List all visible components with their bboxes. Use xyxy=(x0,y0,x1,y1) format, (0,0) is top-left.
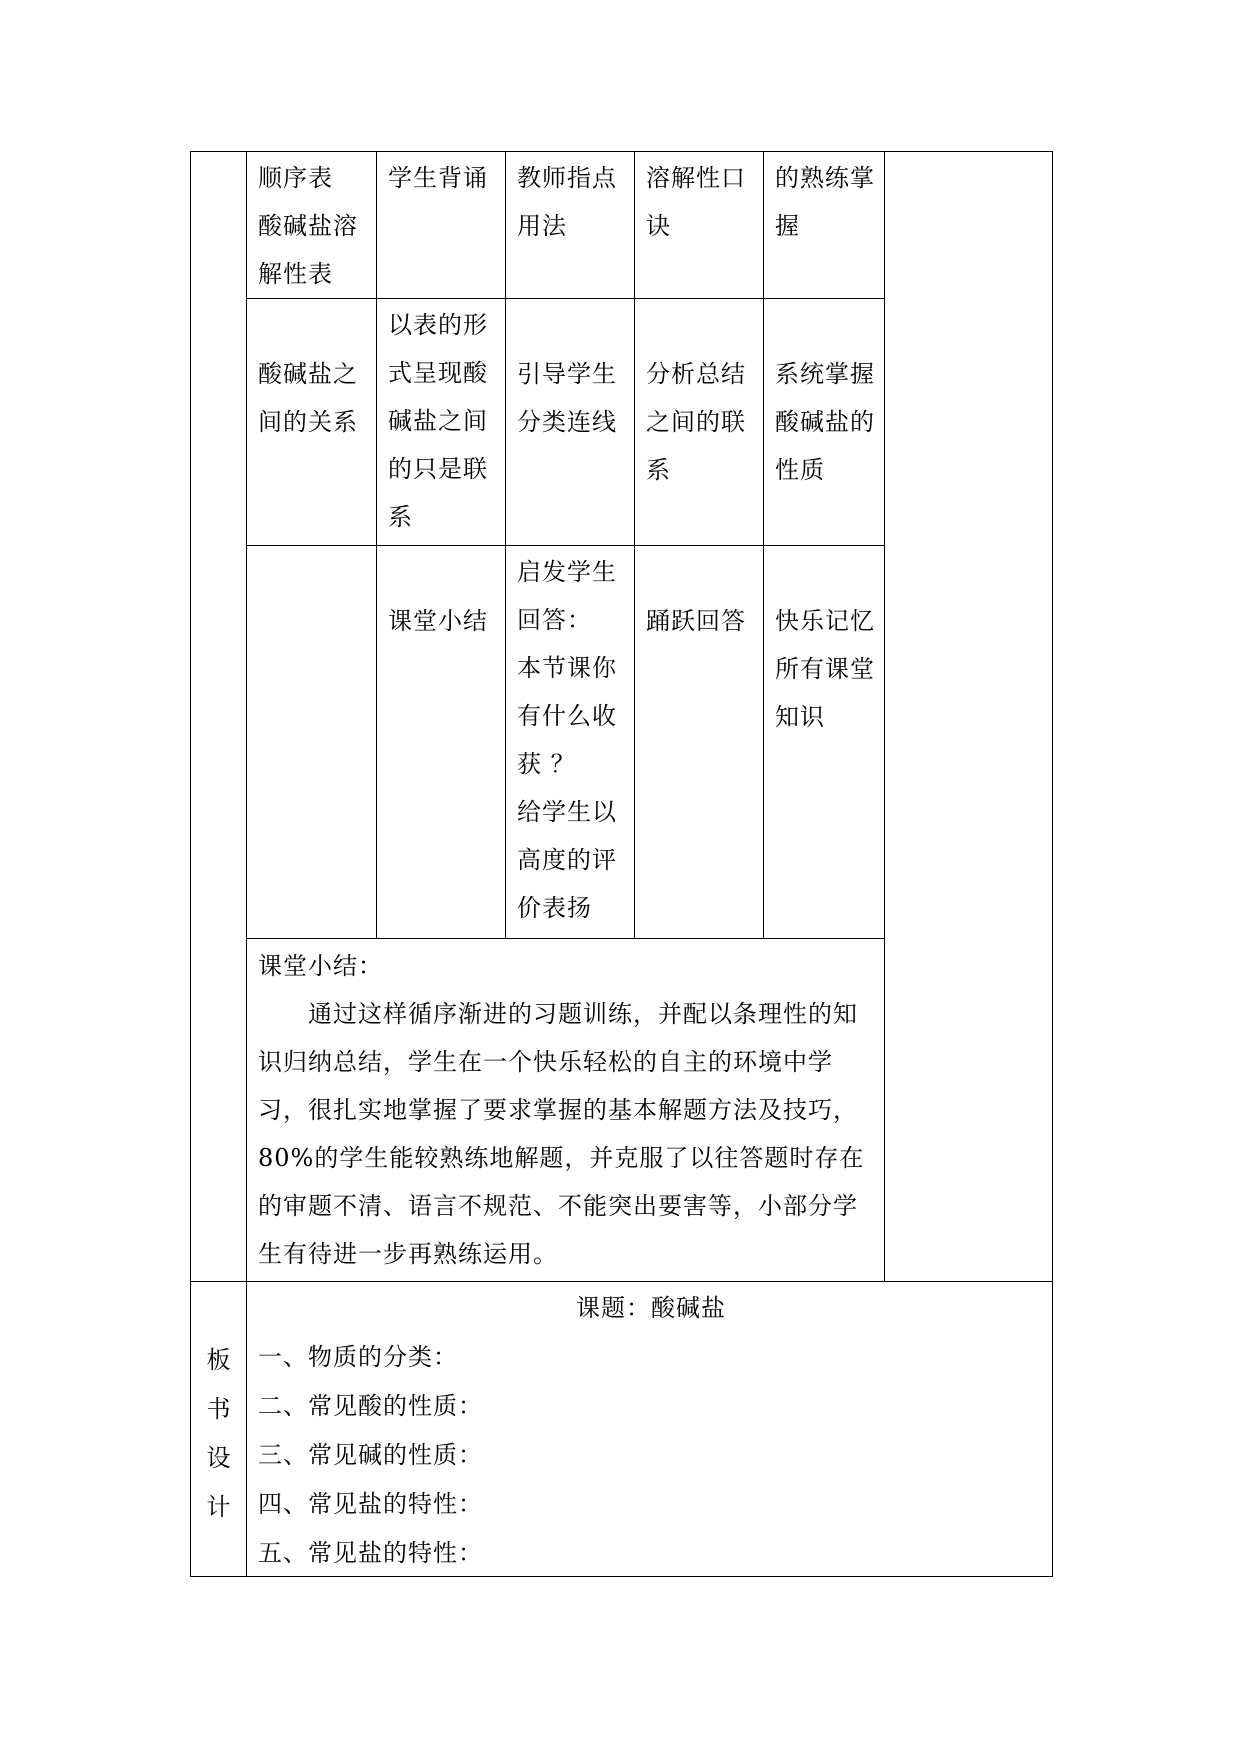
row2-content: 酸碱盐之 间的关系 xyxy=(258,360,358,436)
inner-row-line-1 xyxy=(246,298,885,299)
row1-content: 顺序表 酸碱盐溶 解性表 xyxy=(258,164,358,288)
board-item-1: 一、物质的分类： xyxy=(258,1343,458,1371)
board-item-3: 三、常见碱的性质： xyxy=(258,1441,483,1469)
board-label: 板 书 设 计 xyxy=(206,1346,232,1521)
row2-student: 以表的形 式呈现酸 碱盐之间 的只是联 系 xyxy=(388,311,488,531)
row2-goal: 系统掌握 酸碱盐的 性质 xyxy=(775,360,875,484)
board-separator xyxy=(190,1281,1052,1282)
board-item-4: 四、常见盐的特性： xyxy=(258,1490,483,1518)
inner-row-line-2 xyxy=(246,545,885,546)
row3-goal: 快乐记忆 所有课堂 知识 xyxy=(775,607,875,731)
summary-heading: 课堂小结： xyxy=(258,952,383,980)
inner-row-line-3 xyxy=(246,938,885,939)
row1-student: 学生背诵 xyxy=(388,164,488,192)
label-column-divider xyxy=(246,151,247,1577)
table-border-right xyxy=(1052,151,1053,1577)
row3-teacher: 启发学生 回答： 本节课你 有什么收 获 ？ 给学生以 高度的评 价表扬 xyxy=(517,558,617,922)
row2-method: 分析总结 之间的联 系 xyxy=(646,360,746,484)
board-item-5: 五、常见盐的特性： xyxy=(258,1539,483,1567)
row3-student: 课堂小结 xyxy=(388,607,488,635)
row1-teacher: 教师指点 用法 xyxy=(517,164,617,240)
summary-block xyxy=(258,942,878,1278)
table-border-top xyxy=(190,151,1052,152)
row1-method: 溶解性口 诀 xyxy=(646,164,746,240)
table-border-left xyxy=(190,151,191,1577)
summary-body: 通过这样循序渐进的习题训练，并配以条理性的知识归纳总结，学生在一个快乐轻松的自主的环境中学习，很扎实地掌握了要求掌握的基本解题方法及技巧，80%的学生能较熟练地解题，并克服了以往答题时存在的审题不清、语言不规范、不能突出要害等，小部分学生有待进一步再熟练运用。 xyxy=(258,1000,865,1268)
board-title: 课题：酸碱盐 xyxy=(576,1294,726,1322)
row1-goal: 的熟练掌 握 xyxy=(775,164,875,240)
row2-teacher: 引导学生 分类连线 xyxy=(517,360,617,436)
board-item-2: 二、常见酸的性质： xyxy=(258,1392,483,1420)
row3-method: 踊跃回答 xyxy=(646,607,746,635)
